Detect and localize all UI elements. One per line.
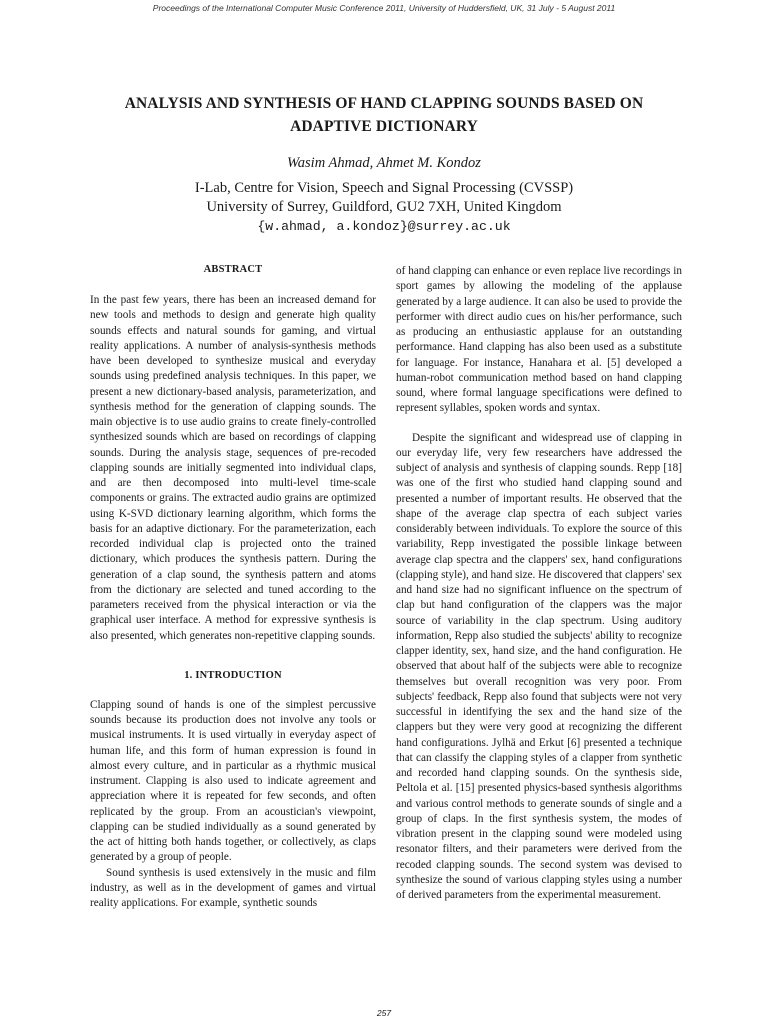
affiliation xyxy=(0,179,768,236)
email-addresses: {w.ahmad, a.kondoz}@surrey.ac.uk xyxy=(257,219,511,234)
authors: Wasim Ahmad, Ahmet M. Kondoz xyxy=(287,155,481,171)
left-column xyxy=(90,264,376,911)
page-number: 257 xyxy=(376,1008,392,1018)
title-line-1: ANALYSIS AND SYNTHESIS OF HAND CLAPPING SOUNDS BASED ON xyxy=(124,95,644,112)
introduction-heading: 1. INTRODUCTION xyxy=(184,669,282,681)
paper-title xyxy=(60,92,708,138)
introduction-paragraph-2: Sound synthesis is used extensively in the music and film industry, as well as in the development of games and virtual reality applications. For example, synthetic sounds xyxy=(90,866,376,909)
right-column xyxy=(396,264,682,903)
abstract-heading: ABSTRACT xyxy=(203,264,263,275)
affiliation-line-1: I-Lab, Centre for Vision, Speech and Signal Processing (CVSSP) xyxy=(194,180,574,196)
abstract-text: In the past few years, there has been an increased demand for new tools and methods to design and generate high quality sounds effects and natural sounds for gaming, and virtual reality applications. A number of analysis-synthesis methods have been developed to synthesize musical and everyday sounds using predefined analysis techniques. In this paper, we present a new dictionary-based analysis, parameterization, and synthesis method for the generation of clapping sounds. The main objective is to use audio grains to create finely-controlled synthesized sounds which are based on recordings of clapping sounds. During the analysis stage, sequences of pre-recoded clapping sounds are initially segmented into individual claps, and are then decomposed into multi-level time-scale components or grains. The extracted audio grains are optimized using K-SVD dictionary learning algorithm, which forms the basis for an adaptive dictionary. For the parameterization, each recorded individual clap is projected onto the trained dictionary, which produces the synthesis pattern. During the generation of a clap sound, the synthesis pattern and atoms from the dictionary are selected and tuned according to the parameters received from the physical interaction or via the graphical user interface. A method for expressive synthesis is also presented, which generates non-repetitive clapping sounds. xyxy=(90,294,376,642)
introduction-paragraph-1: Clapping sound of hands is one of the simplest percussive sounds because its production does not involve any tools or musical instruments. It is used virtually in everyday aspect of human life, and this form of human expression is found in almost every culture, and in particular as a rhythmic musical instrument. Clapping is also used to indicate agreement and appreciation where it is repeated for few seconds, and often replicated by the group. From an acoustician's viewpoint, clapping can be studied individually as a sound generated by the act of hitting both hands together, or collectively, as claps generated by a group of people. xyxy=(90,698,376,864)
affiliation-line-2: University of Surrey, Guildford, GU2 7XH, United Kingdom xyxy=(206,199,562,215)
title-line-2: ADAPTIVE DICTIONARY xyxy=(290,118,478,135)
right-paragraph-1: of hand clapping can enhance or even replace live recordings in sport games by allowing the modeling of the applause generated by a large audience. It can also be used to provide the performer with direct audio cues on his/her performance, such as producing an enthusiastic applause for an outstanding performance. Hand clapping has also been used as a substitute for language. For instance, Hanahara et al. [5] developed a human-robot communication method based on hand clapping sound, where formal language specifications were defined to represent syllables, spoken words and syntax. xyxy=(396,265,682,415)
running-head: Proceedings of the International Computer Music Conference 2011, University of Huddersfield, UK, 31 July - 5 August 2011 xyxy=(152,3,616,13)
right-paragraph-2: Despite the significant and widespread use of clapping in our everyday life, very few researchers have addressed the subject of analysis and synthesis of clapping sounds. Repp [18] was one of the first who studied hand clapping sound and presented a number of important results. He observed that the shape of the average clap spectra of each subject varies considerably between individuals. To explore the source of this variability, Repp investigated the possible linkage between average clap spectra and the clappers' sex, hand configurations (clapping style), and hand size. He discovered that clappers' sex and hand size had no significant influence on the spectrum of clap but hand configuration of the clappers was the major source of variability in the clap spectrum. Using auditory information, Repp also studied the subjects' ability to recognize clapper identity, sex, hand size, and the hand configuration. He observed that about half of the subjects were able to recognize themselves but overall recognition was very poor. From subjects' feedback, Repp also found that subjects were not very successful in identifying the sex and the hand size of the clappers but they were very good at recognizing the different hand configurations. Jylhä and Erkut [6] presented a technique that can classify the clapping styles of a clapper from synthetic and recorded hand clapping sounds. On the synthesis side, Peltola et al. [15] presented physics-based synthesis algorithms and various control methods to generate sounds of single and a group of claps. In the first synthesis system, the modes of vibration present in the clapping sound were modeled using resonator filters, and their parameters were derived from the recoded clapping sounds. The second system was devised to synthesize the sound of various clapping styles using a number of derived parameters from the experimental measurement. xyxy=(396,431,682,901)
